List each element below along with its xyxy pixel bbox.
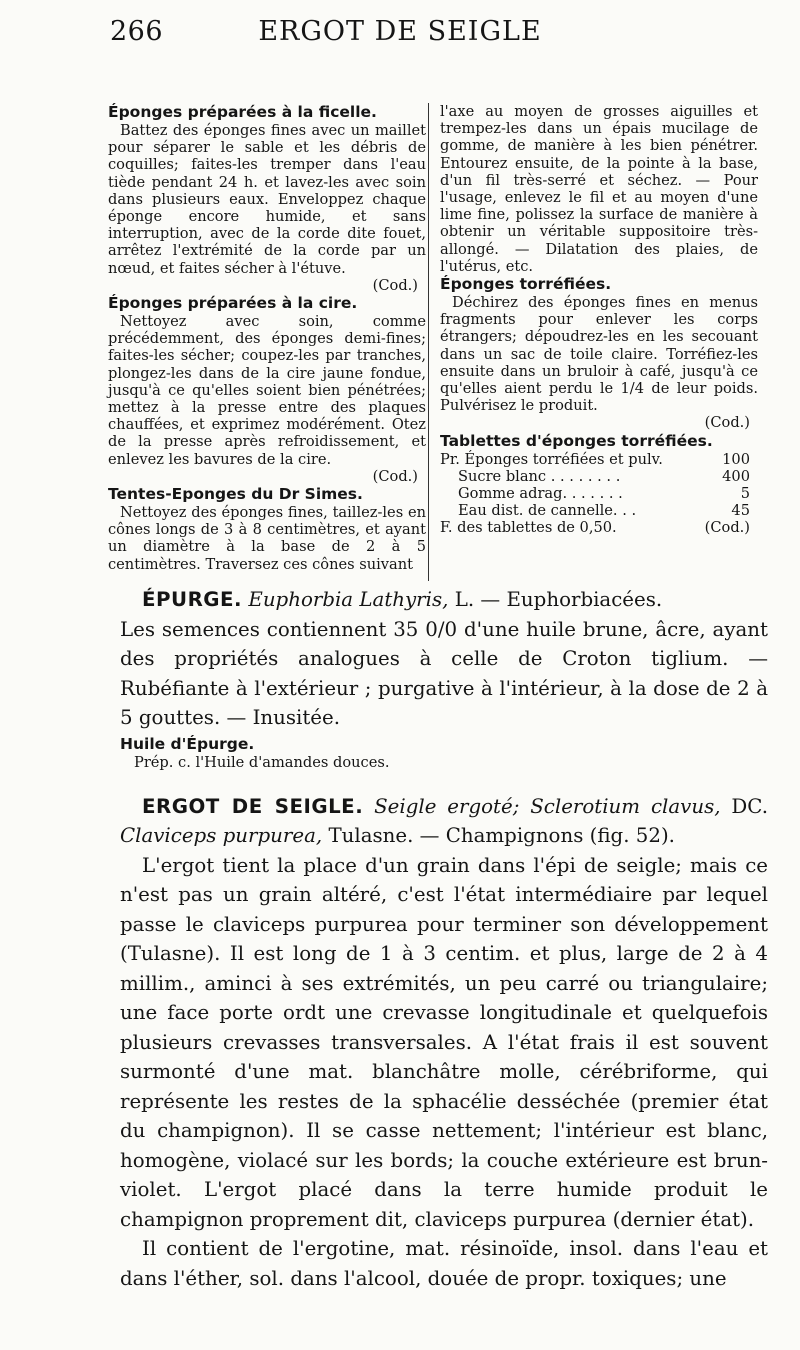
entry-heading-ergot — [120, 792, 768, 851]
formula-qty: 45 — [731, 502, 750, 520]
latin-name: Euphorbia Lathyris, — [248, 588, 449, 611]
right-column — [440, 103, 758, 537]
formula-item: Pr. Éponges torréfiées et pulv. — [440, 450, 663, 468]
column-divider — [428, 103, 429, 581]
page-number: 266 — [110, 16, 164, 47]
entry-text: Les semences contiennent 35 0/0 d'une huile brune, âcre, ayant des propriétés analogues à celle de Croton tiglium. — Rubéfiante à l'extérieur ; purgative à l'intérieur, à la dose de 2 à 5 gouttes. — Inusitée. — [120, 617, 768, 729]
latin-name: Claviceps purpurea, — [120, 824, 323, 847]
formula-qty: 5 — [740, 485, 750, 503]
section-title: Éponges préparées à la ficelle. — [108, 103, 377, 121]
subentry — [120, 735, 768, 772]
formula-item: Sucre blanc . . . . . . . . — [458, 467, 621, 485]
section-text-continued: l'axe au moyen de grosses aiguilles et trempez-les dans un épais mucilage de gomme, de manière à les bien pénétrer. Entourez ensuite, de la pointe à la base, d'un fil très-serré et séchez. — Pour l'usage, enlevez le fil et au moyen d'une lime fine, polissez la surface de manière à obtenir un véritable suppositoire très-allongé. — Dilatation des plaies, de l'utérus, etc. — [440, 103, 758, 275]
formula-item: F. des tablettes de 0,50. — [440, 519, 617, 537]
entry-name: ERGOT DE SEIGLE. — [142, 794, 364, 818]
section-title: Éponges torréfiées. — [440, 275, 612, 294]
formula-item: Gomme adrag. . . . . . . — [458, 485, 623, 503]
entry-name: ÉPURGE. — [142, 588, 243, 611]
running-title: ERGOT DE SEIGLE — [258, 16, 542, 47]
formula-row — [440, 451, 758, 468]
latin-name: Seigle ergoté; Sclerotium clavus, — [374, 794, 721, 818]
formula-row — [440, 485, 758, 502]
section-text: Nettoyez des éponges fines, taillez-les en cônes longs de 3 à 8 centimètres, et ayant un diamètre à la base de 2 à 5 centimètres. Traversez ces cônes suivant — [108, 504, 426, 573]
formula-qty: 100 — [722, 450, 750, 468]
left-column — [108, 103, 426, 573]
formula-list — [440, 451, 758, 537]
formula-qty: 400 — [722, 467, 750, 485]
entry-family: L. — Euphorbiacées. — [448, 588, 663, 611]
source-ref: (Cod.) — [372, 467, 418, 485]
entry-text: Il contient de l'ergotine, mat. résinoïde, insol. dans l'eau et dans l'éther, sol. dans l'alcool, douée de propr. toxiques; une — [120, 1237, 768, 1290]
entry-text: L'ergot tient la place d'un grain dans l'épi de seigle; mais ce n'est pas un grain altéré, c'est l'état intermédiaire par lequel passe le claviceps purpurea pour terminer son développement (Tulasne). Il est long de 1 à 3 centim. et plus, large de 2 à 4 millim., aminci à ses extrémités, un peu carré ou triangulaire; une face porte ordt une crevasse longitudinale et quelquefois plusieurs crevasses transversales. A l'état frais il est souvent surmonté d'une mat. blanchâtre molle, cérébriforme, qui représente les restes de la sphacélie desséchée (premier état du champignon). Il se casse nettement; l'intérieur est blanc, homogène, violacé sur les bords; la couche extérieure est brun-violet. L'ergot placé dans la terre humide produit le champignon proprement dit, claviceps purpurea (dernier état). — [120, 853, 768, 1231]
section-text: Nettoyez avec soin, comme précédemment, des éponges demi-fines; faites-les sécher; coupez-les par tranches, plongez-les dans de la cire jaune fondue, jusqu'à ce qu'elles soient bien pénétrées; mettez à la presse entre des plaques chauffées, et exprimez modérément. Otez de la presse après refroidissement, et enlevez les bavures de la cire. — [108, 313, 426, 468]
main-text — [120, 585, 768, 1293]
authority: DC. — [720, 794, 768, 818]
entry-heading-epurge — [120, 585, 768, 615]
subentry-prep: Prép. c. l'Huile d'amandes douces. — [134, 753, 390, 771]
entry-family: Tulasne. — Champignons (fig. 52). — [322, 824, 675, 847]
formula-row — [440, 519, 758, 536]
source-ref: (Cod.) — [704, 414, 750, 432]
section-title: Tablettes d'éponges torréfiées. — [440, 431, 713, 450]
formula-qty: (Cod.) — [704, 519, 750, 537]
section-text: Battez des éponges fines avec un maillet pour séparer le sable et les débris de coquilles; faites-les tremper dans l'eau tiède pendant 24 h. et lavez-les avec soin dans plusieurs eaux. Enveloppez chaque éponge encore humide, et sans interruption, avec de la corde dite fouet, arrêtez l'extrémité de la corde par un nœud, et faites sécher à l'étuve. — [108, 122, 426, 277]
subentry-title: Huile d'Épurge. — [120, 734, 255, 753]
section-title: Tentes-Eponges du Dr Simes. — [108, 485, 363, 504]
formula-item: Eau dist. de cannelle. . . — [458, 502, 637, 520]
formula-row — [440, 468, 758, 485]
section-title: Éponges préparées à la cire. — [108, 294, 358, 313]
running-head — [0, 16, 800, 56]
section-text: Déchirez des éponges fines en menus fragments pour enlever les corps étrangers; dépoudrez-les en les secouant dans un sac de toile claire. Torréfiez-les ensuite dans un bruloir à café, jusqu'à ce qu'elles aient perdu le 1/4 de leur poids. Pulvérisez le produit. — [440, 294, 758, 415]
formula-row — [440, 502, 758, 519]
source-ref: (Cod.) — [372, 276, 418, 294]
